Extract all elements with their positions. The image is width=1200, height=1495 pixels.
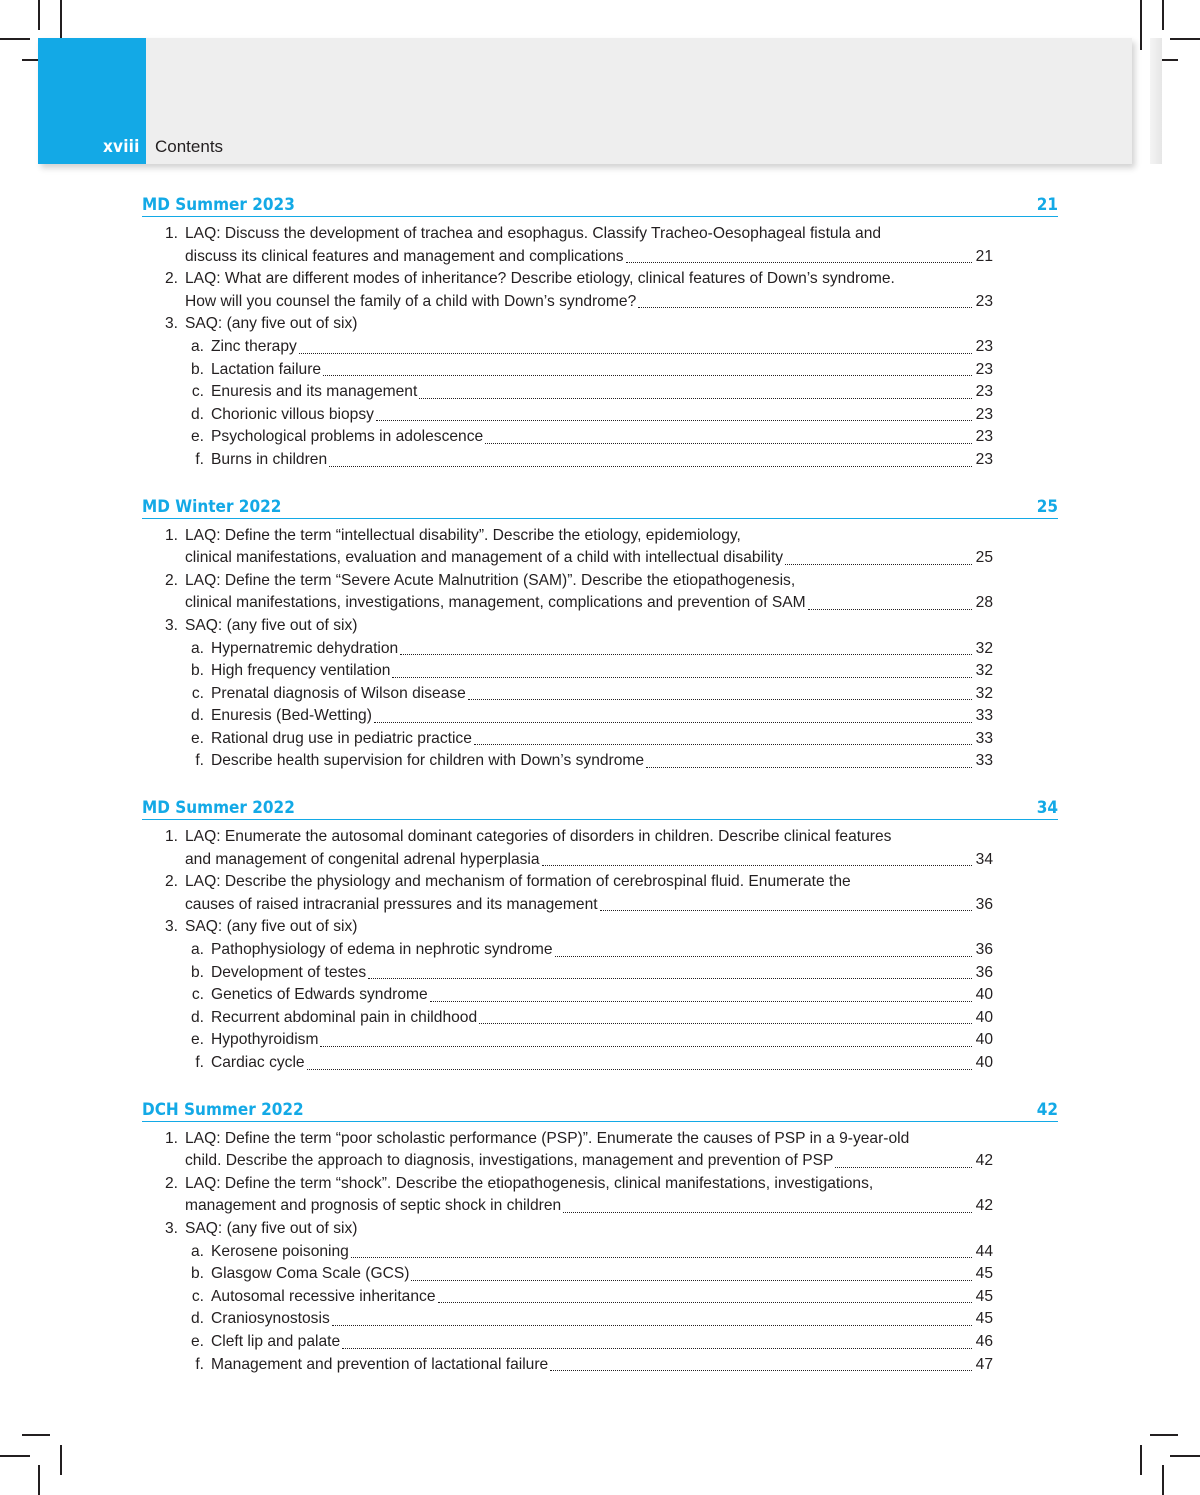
contents-entry [142, 826, 1058, 871]
contents-subitem [142, 359, 1058, 382]
entry-page-number: 34 [975, 850, 993, 868]
subitem-page-number: 40 [975, 1031, 993, 1049]
subitem-page-number: 33 [975, 707, 993, 725]
subitem-letter: e. [190, 1332, 204, 1350]
subitem-text: Craniosynostosis [211, 1310, 330, 1328]
crop-mark [0, 1455, 30, 1457]
subitem-letter: a. [190, 1242, 204, 1260]
contents-subitem [142, 683, 1058, 706]
subitem-letter: d. [190, 1310, 204, 1328]
section-heading [142, 1097, 1058, 1122]
subitem-line [211, 750, 993, 773]
entry-text: child. Describe the approach to diagnosis, investigations, management and prevention of PSP [185, 1152, 834, 1170]
section-page-number: 42 [1036, 1099, 1058, 1120]
subitem-text: High frequency ventilation [211, 662, 391, 680]
contents-subitem [142, 1029, 1058, 1052]
contents-subitem [142, 381, 1058, 404]
subitem-letter: e. [190, 1031, 204, 1049]
dot-leader [626, 262, 972, 263]
subitem-page-number: 40 [975, 1054, 993, 1071]
contents-section [142, 1097, 1058, 1377]
contents-subitem [142, 1354, 1058, 1377]
contents-entry [142, 1218, 1058, 1241]
crop-mark [1140, 1445, 1142, 1475]
entry-text: causes of raised intracranial pressures and its management [185, 895, 598, 913]
dot-leader [468, 699, 972, 700]
subitem-text: Chorionic villous biopsy [211, 405, 374, 423]
subitem-text: Cardiac cycle [211, 1054, 305, 1071]
entry-number: 3. [164, 918, 178, 936]
entry-number: 1. [164, 225, 178, 242]
subitem-text: Psychological problems in adolescence [211, 428, 484, 446]
subitem-letter: c. [191, 986, 204, 1004]
contents-subitem [142, 1052, 1058, 1075]
subitem-text: Management and prevention of lactational failure [211, 1355, 549, 1373]
contents-subitem [142, 1308, 1058, 1331]
subitem-letter: f. [195, 1054, 204, 1071]
entry-number: 3. [164, 1219, 178, 1237]
subitem-letter: b. [190, 963, 204, 981]
subitem-line [211, 962, 993, 985]
contents-subitem [142, 705, 1058, 728]
subitem-line [211, 1308, 993, 1331]
contents-subitem [142, 638, 1058, 661]
subitem-line [211, 1029, 993, 1052]
contents-subitem [142, 962, 1058, 985]
subitem-line [211, 404, 993, 427]
crop-mark [60, 1445, 62, 1475]
subitem-line [211, 1241, 993, 1264]
subitem-letter: a. [190, 941, 204, 959]
entry-text: discuss its clinical features and management and complications [185, 247, 624, 265]
entry-text-line: SAQ: (any five out of six) [185, 616, 358, 634]
subitem-text: Development of testes [211, 963, 367, 981]
subitem-text: Glasgow Coma Scale (GCS) [211, 1265, 410, 1283]
subitem-text: Kerosene poisoning [211, 1242, 349, 1260]
dot-leader [646, 767, 972, 768]
contents-subitem [142, 984, 1058, 1007]
contents-entry [142, 223, 1058, 268]
contents-subitem [142, 1263, 1058, 1286]
dot-leader [320, 1046, 972, 1047]
crop-mark [22, 1434, 50, 1436]
entry-page-number: 28 [975, 594, 993, 612]
dot-leader [368, 978, 972, 979]
crop-mark [38, 1465, 40, 1495]
subitem-text: Lactation failure [211, 360, 322, 378]
dot-leader [550, 1370, 972, 1371]
entry-number: 3. [164, 315, 178, 333]
section-title: DCH Summer 2022 [142, 1099, 304, 1120]
entry-text-line: LAQ: Define the term “shock”. Describe the etiopathogenesis, clinical manifestations, investigations, [185, 1174, 874, 1192]
contents-section [142, 494, 1058, 774]
subitem-letter: a. [190, 337, 204, 355]
crop-mark [1162, 1465, 1164, 1495]
subitem-text: Zinc therapy [211, 337, 297, 355]
subitem-page-number: 40 [975, 986, 993, 1004]
entry-text-line: SAQ: (any five out of six) [185, 918, 358, 936]
section-heading [142, 192, 1058, 217]
contents-subitem [142, 660, 1058, 683]
entry-text-line: SAQ: (any five out of six) [185, 1219, 358, 1237]
subitem-text: Hypothyroidism [211, 1031, 319, 1049]
subitem-page-number: 36 [975, 941, 993, 959]
subitem-page-number: 33 [975, 729, 993, 747]
subitem-text: Hypernatremic dehydration [211, 639, 399, 657]
entry-text-line: SAQ: (any five out of six) [185, 315, 358, 333]
entry-last-line [185, 547, 993, 570]
subitem-line [211, 426, 993, 449]
crop-mark [1170, 1455, 1200, 1457]
crop-mark [1162, 0, 1164, 30]
dot-leader [374, 722, 972, 723]
subitem-letter: e. [190, 428, 204, 446]
subitem-letter: b. [190, 1265, 204, 1283]
subitem-letter: f. [195, 450, 204, 468]
subitem-page-number: 36 [975, 963, 993, 981]
contents-list [142, 192, 1058, 1398]
entry-text-line: LAQ: Discuss the development of trachea and esophagus. Classify Tracheo-Oesophageal fistula and [185, 225, 882, 242]
entry-number: 1. [164, 1129, 178, 1147]
subitem-letter: c. [191, 1287, 204, 1305]
entry-last-line [185, 849, 993, 872]
contents-entry [142, 570, 1058, 615]
contents-section [142, 795, 1058, 1075]
subitem-line [211, 1052, 993, 1075]
entry-text: clinical manifestations, investigations, management, complications and prevention of SAM [185, 594, 806, 612]
entry-page-number: 21 [975, 247, 993, 265]
entry-text-line: LAQ: Define the term “poor scholastic performance (PSP)”. Enumerate the causes of PSP in a 9-year-old [185, 1129, 910, 1147]
contents-entry [142, 313, 1058, 336]
crop-mark [1150, 1434, 1178, 1436]
contents-subitem [142, 728, 1058, 751]
crop-mark [1170, 38, 1200, 40]
dot-leader [351, 1257, 972, 1258]
subitem-line [211, 1331, 993, 1354]
section-page-number: 25 [1036, 496, 1058, 517]
entry-text-line: LAQ: Define the term “Severe Acute Malnutrition (SAM)”. Describe the etiopathogenesis, [185, 571, 796, 589]
entry-number: 2. [164, 270, 178, 288]
entry-last-line [185, 1150, 993, 1173]
dot-leader [485, 443, 972, 444]
dot-leader [342, 1348, 972, 1349]
subitem-page-number: 33 [975, 752, 993, 770]
subitem-line [211, 705, 993, 728]
running-title: Contents [155, 137, 224, 156]
dot-leader [411, 1280, 972, 1281]
subitem-letter: c. [191, 383, 204, 401]
subitem-line [211, 638, 993, 661]
entry-number: 2. [164, 873, 178, 891]
entry-text: and management of congenital adrenal hyperplasia [185, 850, 540, 868]
entry-page-number: 42 [975, 1197, 993, 1215]
subitem-letter: d. [190, 1008, 204, 1026]
subitem-line [211, 449, 993, 472]
subitem-page-number: 32 [975, 684, 993, 702]
entry-last-line [185, 246, 993, 269]
contents-entry [142, 916, 1058, 939]
subitem-letter: f. [195, 1355, 204, 1373]
contents-entry [142, 871, 1058, 916]
subitem-page-number: 23 [975, 383, 993, 401]
entry-last-line [185, 894, 993, 917]
subitem-line [211, 381, 993, 404]
entry-text-line: LAQ: Define the term “intellectual disability”. Describe the etiology, epidemiology, [185, 526, 741, 544]
subitem-page-number: 23 [975, 450, 993, 468]
entry-page-number: 23 [975, 292, 993, 310]
dot-leader [474, 744, 972, 745]
dot-leader [600, 910, 972, 911]
subitem-line [211, 1263, 993, 1286]
crop-mark [0, 38, 30, 40]
section-heading [142, 494, 1058, 519]
contents-subitem [142, 1286, 1058, 1309]
subitem-line [211, 336, 993, 359]
entry-number: 3. [164, 616, 178, 634]
subitem-text: Prenatal diagnosis of Wilson disease [211, 684, 466, 702]
subitem-page-number: 23 [975, 405, 993, 423]
section-title: MD Summer 2023 [142, 195, 295, 215]
subitem-text: Cleft lip and palate [211, 1332, 341, 1350]
dot-leader [329, 466, 972, 467]
contents-section [142, 192, 1058, 472]
crop-mark [38, 0, 40, 30]
contents-subitem [142, 426, 1058, 449]
subitem-text: Genetics of Edwards syndrome [211, 986, 428, 1004]
dot-leader [400, 654, 972, 655]
subitem-text: Pathophysiology of edema in nephrotic syndrome [211, 941, 553, 959]
section-title: MD Summer 2022 [142, 798, 295, 819]
dot-leader [376, 420, 972, 421]
subitem-letter: f. [195, 752, 204, 770]
subitem-page-number: 23 [975, 428, 993, 446]
dot-leader [563, 1212, 972, 1213]
subitem-letter: e. [190, 729, 204, 747]
page-number: xviii [103, 137, 140, 157]
dot-leader [785, 564, 972, 565]
subitem-line [211, 1286, 993, 1309]
entry-text: How will you counsel the family of a child with Down’s syndrome? [185, 292, 637, 310]
subitem-letter: d. [190, 405, 204, 423]
subitem-letter: c. [191, 684, 204, 702]
entry-page-number: 25 [975, 549, 993, 567]
subitem-page-number: 23 [975, 360, 993, 378]
subitem-page-number: 45 [975, 1310, 993, 1328]
subitem-line [211, 728, 993, 751]
subitem-line [211, 660, 993, 683]
contents-entry [142, 268, 1058, 313]
entry-last-line [185, 1195, 993, 1218]
dot-leader [430, 1001, 972, 1002]
contents-subitem [142, 449, 1058, 472]
entry-text-line: LAQ: Describe the physiology and mechanism of formation of cerebrospinal fluid. Enumerate the [185, 873, 851, 891]
subitem-text: Describe health supervision for children with Down’s syndrome [211, 752, 645, 770]
contents-subitem [142, 404, 1058, 427]
dot-leader [542, 865, 972, 866]
dot-leader [555, 956, 972, 957]
entry-number: 1. [164, 526, 178, 544]
contents-subitem [142, 1331, 1058, 1354]
header-edge-shade [1150, 38, 1162, 164]
entry-number: 2. [164, 1174, 178, 1192]
subitem-text: Enuresis and its management [211, 383, 418, 401]
subitem-page-number: 32 [975, 662, 993, 680]
subitem-page-number: 44 [975, 1242, 993, 1260]
section-page-number: 34 [1036, 798, 1058, 819]
contents-subitem [142, 750, 1058, 773]
dot-leader [332, 1325, 972, 1326]
subitem-letter: b. [190, 360, 204, 378]
subitem-letter: a. [190, 639, 204, 657]
dot-leader [835, 1167, 972, 1168]
contents-subitem [142, 336, 1058, 359]
entry-text-line: LAQ: What are different modes of inheritance? Describe etiology, clinical features of Down’s syndrome. [185, 270, 895, 288]
contents-subitem [142, 1007, 1058, 1030]
subitem-line [211, 984, 993, 1007]
entry-page-number: 42 [975, 1152, 993, 1170]
dot-leader [392, 677, 972, 678]
contents-subitem [142, 939, 1058, 962]
subitem-page-number: 47 [975, 1355, 993, 1373]
dot-leader [323, 375, 972, 376]
subitem-text: Recurrent abdominal pain in childhood [211, 1008, 478, 1026]
dot-leader [438, 1302, 973, 1303]
dot-leader [299, 353, 972, 354]
subitem-page-number: 45 [975, 1265, 993, 1283]
subitem-text: Autosomal recessive inheritance [211, 1287, 436, 1305]
entry-last-line [185, 291, 993, 314]
crop-mark [1140, 0, 1142, 50]
dot-leader [808, 609, 972, 610]
entry-text: clinical manifestations, evaluation and management of a child with intellectual disability [185, 549, 784, 567]
subitem-page-number: 45 [975, 1287, 993, 1305]
contents-entry [142, 1128, 1058, 1173]
dot-leader [479, 1023, 972, 1024]
entry-text: management and prognosis of septic shock in children [185, 1197, 562, 1215]
subitem-line [211, 1354, 993, 1377]
contents-entry [142, 615, 1058, 638]
contents-entry [142, 1173, 1058, 1218]
contents-subitem [142, 1241, 1058, 1264]
subitem-text: Burns in children [211, 450, 328, 468]
dot-leader [638, 307, 972, 308]
entry-text-line: LAQ: Enumerate the autosomal dominant categories of disorders in children. Describe clinical features [185, 828, 892, 846]
dot-leader [419, 398, 972, 399]
subitem-line [211, 359, 993, 382]
subitem-line [211, 683, 993, 706]
subitem-page-number: 23 [975, 337, 993, 355]
entry-number: 1. [164, 828, 178, 846]
entry-last-line [185, 592, 993, 615]
subitem-text: Rational drug use in pediatric practice [211, 729, 472, 747]
subitem-line [211, 1007, 993, 1030]
subitem-page-number: 40 [975, 1008, 993, 1026]
subitem-page-number: 32 [975, 639, 993, 657]
dot-leader [307, 1069, 972, 1070]
subitem-letter: b. [190, 662, 204, 680]
section-title: MD Winter 2022 [142, 496, 282, 517]
entry-number: 2. [164, 571, 178, 589]
subitem-line [211, 939, 993, 962]
subitem-text: Enuresis (Bed-Wetting) [211, 707, 372, 725]
subitem-letter: d. [190, 707, 204, 725]
section-page-number: 21 [1036, 195, 1058, 215]
section-heading [142, 795, 1058, 820]
subitem-page-number: 46 [975, 1332, 993, 1350]
entry-page-number: 36 [975, 895, 993, 913]
contents-entry [142, 525, 1058, 570]
